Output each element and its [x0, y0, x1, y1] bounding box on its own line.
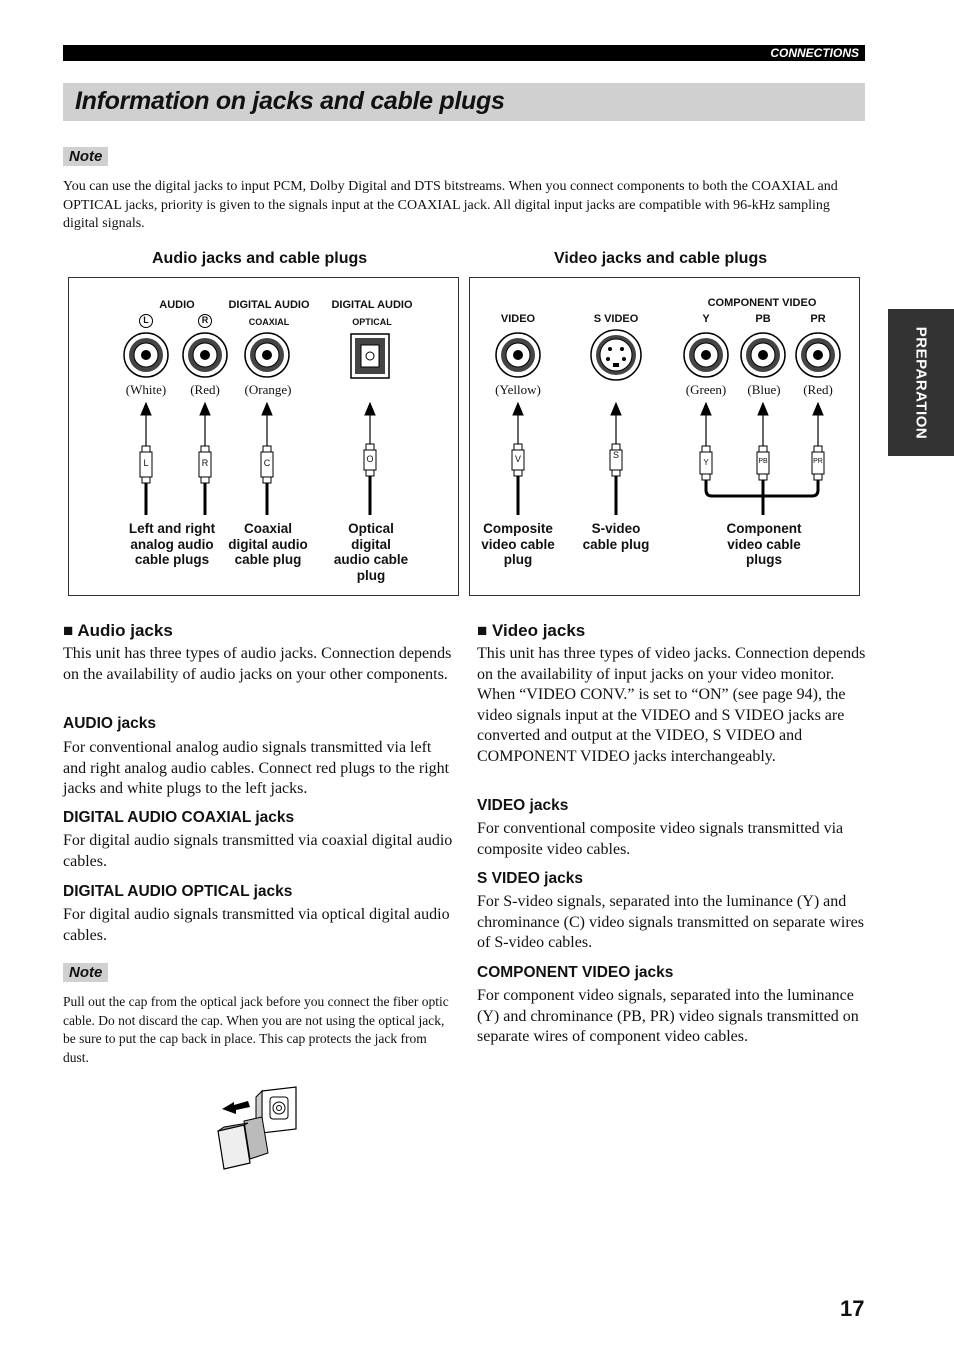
- video-jack-icon: [496, 333, 540, 377]
- title-bar: [63, 83, 865, 121]
- composite-plug-caption: Composite video cable plug: [481, 521, 555, 567]
- y-label: Y: [702, 313, 710, 325]
- component-y-jack-icon: [684, 333, 728, 377]
- video-jacks-sub2-title: S VIDEO jacks: [477, 870, 583, 887]
- white-color-label: (White): [125, 382, 167, 397]
- video-jacks-sub3-text: For component video signals, separated into the luminance (Y) and chrominance (PB, PR) video signals transmitted on separate wires of component video cables.: [477, 987, 859, 1045]
- component-plug-caption: Component video cable plugs: [726, 521, 802, 567]
- s-video-jack-icon: [591, 330, 641, 380]
- green-color-label: (Green): [685, 382, 727, 397]
- video-jacks-sub1-text: For conventional composite video signals transmitted via composite video cables.: [477, 820, 844, 858]
- section-label: CONNECTIONS: [770, 46, 859, 60]
- digital-audio-label-1: DIGITAL AUDIO: [228, 299, 310, 311]
- plug-letter-pr: PR: [813, 458, 823, 465]
- coaxial-jack-icon: [245, 333, 289, 377]
- video-label: VIDEO: [500, 313, 536, 325]
- side-tab-label: PREPARATION: [912, 326, 930, 439]
- plug-letter-pb: PB: [758, 458, 768, 465]
- video-jacks-sub1-title: VIDEO jacks: [477, 797, 569, 814]
- video-jacks-heading: ■ Video jacks: [477, 621, 586, 640]
- s-video-plug-caption: S-video cable plug: [582, 521, 650, 552]
- video-jacks-sub2-text: For S-video signals, separated into the luminance (Y) and chrominance (C) video signals transmitted on separate wires of S-video cables.: [477, 893, 864, 951]
- yellow-color-label: (Yellow): [495, 382, 541, 397]
- audio-jacks-intro: This unit has three types of audio jacks. Connection depends on the availability of audio jacks on your other components.: [63, 645, 452, 683]
- audio-diagram-heading: Audio jacks and cable plugs: [152, 250, 368, 267]
- pb-label: PB: [755, 313, 771, 325]
- header-bar: [63, 45, 865, 61]
- note-label-2: Note: [63, 963, 108, 982]
- video-jacks-sub3-title: COMPONENT VIDEO jacks: [477, 964, 674, 981]
- plug-letter-s: S: [612, 450, 620, 460]
- plug-pr-icon: [812, 403, 824, 480]
- r-marker-label: R: [201, 315, 209, 325]
- optical-cap-illustration-icon: [214, 1085, 300, 1173]
- plug-letter-y: Y: [703, 458, 709, 467]
- optical-plug-caption: Optical digital audio cable plug: [333, 521, 409, 583]
- optical-jack-icon: [351, 334, 389, 378]
- audio-jacks-sub1-text: For conventional analog audio signals transmitted via left and right analog audio cables. Connect red plugs to the right jacks and white plugs to the left jacks.: [63, 739, 450, 797]
- plug-letter-v: V: [514, 454, 522, 464]
- rca-jack-r-icon: [183, 333, 227, 377]
- red-color-label-video: (Red): [803, 382, 833, 397]
- plug-letter-o: O: [366, 454, 374, 464]
- audio-jacks-sub2-text: For digital audio signals transmitted via coaxial digital audio cables.: [63, 832, 453, 870]
- side-tab: [888, 309, 954, 456]
- optical-label: OPTICAL: [352, 317, 392, 327]
- lr-plug-caption: Left and right analog audio cable plugs: [128, 521, 216, 567]
- blue-color-label: (Blue): [747, 382, 781, 397]
- audio-jacks-diagram: [68, 277, 459, 596]
- plug-letter-l: L: [143, 458, 149, 468]
- pr-label: PR: [810, 313, 826, 325]
- note-label: Note: [63, 147, 108, 166]
- orange-color-label: (Orange): [244, 382, 292, 397]
- audio-jacks-sub3-title: DIGITAL AUDIO OPTICAL jacks: [63, 883, 293, 900]
- audio-jacks-sub1-title: AUDIO jacks: [63, 715, 157, 732]
- video-jacks-diagram: [469, 277, 860, 596]
- plug-letter-c: C: [263, 458, 271, 468]
- note-text-2: Pull out the cap from the optical jack before you connect the fiber optic cable. Do not discard the cap. When you are not using the optical jack, be sure to put the cap back in place. This cap protects the jack from dust.: [63, 994, 449, 1065]
- note-text: You can use the digital jacks to input PCM, Dolby Digital and DTS bitstreams. When you connect components to both the COAXIAL and OPTICAL jacks, priority is given to the signals input at the COAXIAL jack. All digital input jacks are compatible with 96-kHz sampling digital signals.: [63, 179, 838, 231]
- page-title: Information on jacks and cable plugs: [75, 87, 505, 115]
- page-number: 17: [840, 1296, 865, 1321]
- s-video-label: S VIDEO: [593, 313, 639, 325]
- coax-plug-caption: Coaxial digital audio cable plug: [228, 521, 308, 567]
- component-pb-jack-icon: [741, 333, 785, 377]
- audio-label: AUDIO: [159, 299, 195, 311]
- coaxial-label: COAXIAL: [248, 317, 290, 327]
- l-marker-label: L: [143, 315, 149, 325]
- red-color-label: (Red): [190, 382, 220, 397]
- plug-letter-r: R: [201, 458, 209, 468]
- video-jacks-intro: This unit has three types of video jacks. Connection depends on the availability of input jacks on your video monitor. When “VIDEO CONV.” is set to “ON” (see page 94), the video signals input at the VIDEO and S VIDEO jacks are converted and output at the VIDEO, S VIDEO and COMPONENT VIDEO jacks interchangeably.: [477, 645, 866, 765]
- audio-jacks-sub3-text: For digital audio signals transmitted via optical digital audio cables.: [63, 906, 450, 944]
- component-pr-jack-icon: [796, 333, 840, 377]
- audio-jacks-heading: ■ Audio jacks: [63, 621, 173, 640]
- video-diagram-heading: Video jacks and cable plugs: [554, 250, 768, 267]
- audio-jacks-sub2-title: DIGITAL AUDIO COAXIAL jacks: [63, 809, 295, 826]
- digital-audio-label-2: DIGITAL AUDIO: [331, 299, 413, 311]
- rca-jack-l-icon: [124, 333, 168, 377]
- component-video-label: COMPONENT VIDEO: [707, 297, 817, 309]
